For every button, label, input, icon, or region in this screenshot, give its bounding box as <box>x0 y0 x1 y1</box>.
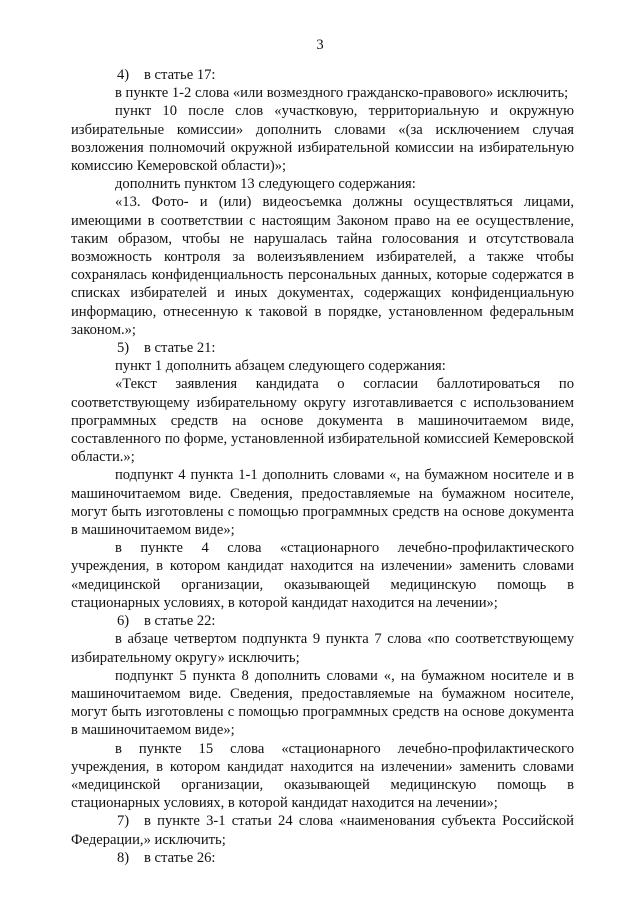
paragraph-text: в пункте 1-2 слова «или возмездного гражданско-правового» исключить; <box>115 85 569 102</box>
paragraph-text: подпункт 5 пункта 8 дополнить словами «, на бумажном носителе и в машиночитаемом виде. Сведения, предоставляемые на бумажном носителе, могут быть изготовлены с помощью программных средств на основе документа в машиночитаемом виде»; <box>71 667 574 739</box>
item-number: 6) <box>117 613 130 630</box>
paragraph <box>71 102 574 175</box>
paragraph <box>71 539 574 612</box>
paragraph-text: пункт 1 дополнить абзацем следующего содержания: <box>115 358 446 375</box>
page-number: 3 <box>316 37 324 53</box>
paragraph <box>71 193 574 339</box>
list-item-paragraph <box>71 66 574 84</box>
paragraph-text: в статье 26: <box>144 849 216 866</box>
item-number: 4) <box>117 67 130 83</box>
paragraph <box>71 84 574 102</box>
paragraph <box>71 375 574 466</box>
paragraph-text: дополнить пунктом 13 следующего содержания: <box>115 176 416 193</box>
paragraph <box>71 630 574 666</box>
paragraph-text: в статье 17: <box>144 67 216 83</box>
paragraph-text: «13. Фото- и (или) видеосъемка должны осуществляться лицами, имеющими в соответствии с настоящим Законом право на ее осуществление, таким образом, чтобы не нарушалась тайна голосования и отсутствовала возможность контроля за волеизъявлением избирателей, а также чтобы сохранялась конфиденциальность персональных данных, которые содержатся в списках избирателей и иных документах, содержащих конфиденциальную информацию, отнесенную к таковой в порядке, установленном федеральным законом.»; <box>71 194 574 338</box>
paragraph <box>71 740 574 813</box>
paragraph <box>71 466 574 539</box>
item-number: 5) <box>117 340 130 357</box>
paragraph-text: в статье 21: <box>144 340 216 357</box>
paragraph <box>71 175 574 193</box>
paragraph <box>71 357 574 375</box>
paragraph-text: в пункте 4 слова «стационарного лечебно-профилактического учреждения, в котором кандидат находится на излечении» заменить словами «медицинской организации, оказывающей медицинскую помощь в стационарных условиях, в которой кандидат находится на лечении»; <box>71 540 574 611</box>
paragraph-text: в статье 22: <box>144 613 216 630</box>
list-item-paragraph <box>71 612 574 630</box>
list-item-paragraph <box>71 339 574 357</box>
paragraph <box>71 667 574 740</box>
paragraph-text: в абзаце четвертом подпункта 9 пункта 7 слова «по соответствующему избирательному округу» исключить; <box>71 631 574 666</box>
paragraph-text: пункт 10 после слов «участковую, территориальную и окружную избирательные комиссии» дополнить словами «(за исключением случая возложения полномочий окружной избирательной комиссии на избирательную комиссию Кемеровской области)»; <box>71 103 574 175</box>
list-item-paragraph <box>71 812 574 848</box>
paragraph-text: в пункте 3-1 статьи 24 слова «наименования субъекта Российской Федерации,» исключить; <box>71 813 574 848</box>
item-number: 7) <box>117 813 130 830</box>
paragraph-text: подпункт 4 пункта 1-1 дополнить словами «, на бумажном носителе и в машиночитаемом виде. Сведения, предоставляемые на бумажном носителе, могут быть изготовлены с помощью программных средств на основе документа в машиночитаемом виде»; <box>71 467 574 539</box>
document-body <box>71 66 574 867</box>
item-number: 8) <box>117 849 130 866</box>
list-item-paragraph <box>71 849 574 867</box>
paragraph-text: «Текст заявления кандидата о согласии баллотироваться по соответствующему избирательному округу изготавливается с использованием программных средств на основе документа в машиночитаемом виде, составленного по форме, установленной избирательной комиссией Кемеровской области.»; <box>71 376 574 466</box>
paragraph-text: в пункте 15 слова «стационарного лечебно-профилактического учреждения, в котором кандидат находится на излечении» заменить словами «медицинской организации, оказывающей медицинскую помощь в стационарных условиях, в которой кандидат находится на лечении»; <box>71 740 574 812</box>
